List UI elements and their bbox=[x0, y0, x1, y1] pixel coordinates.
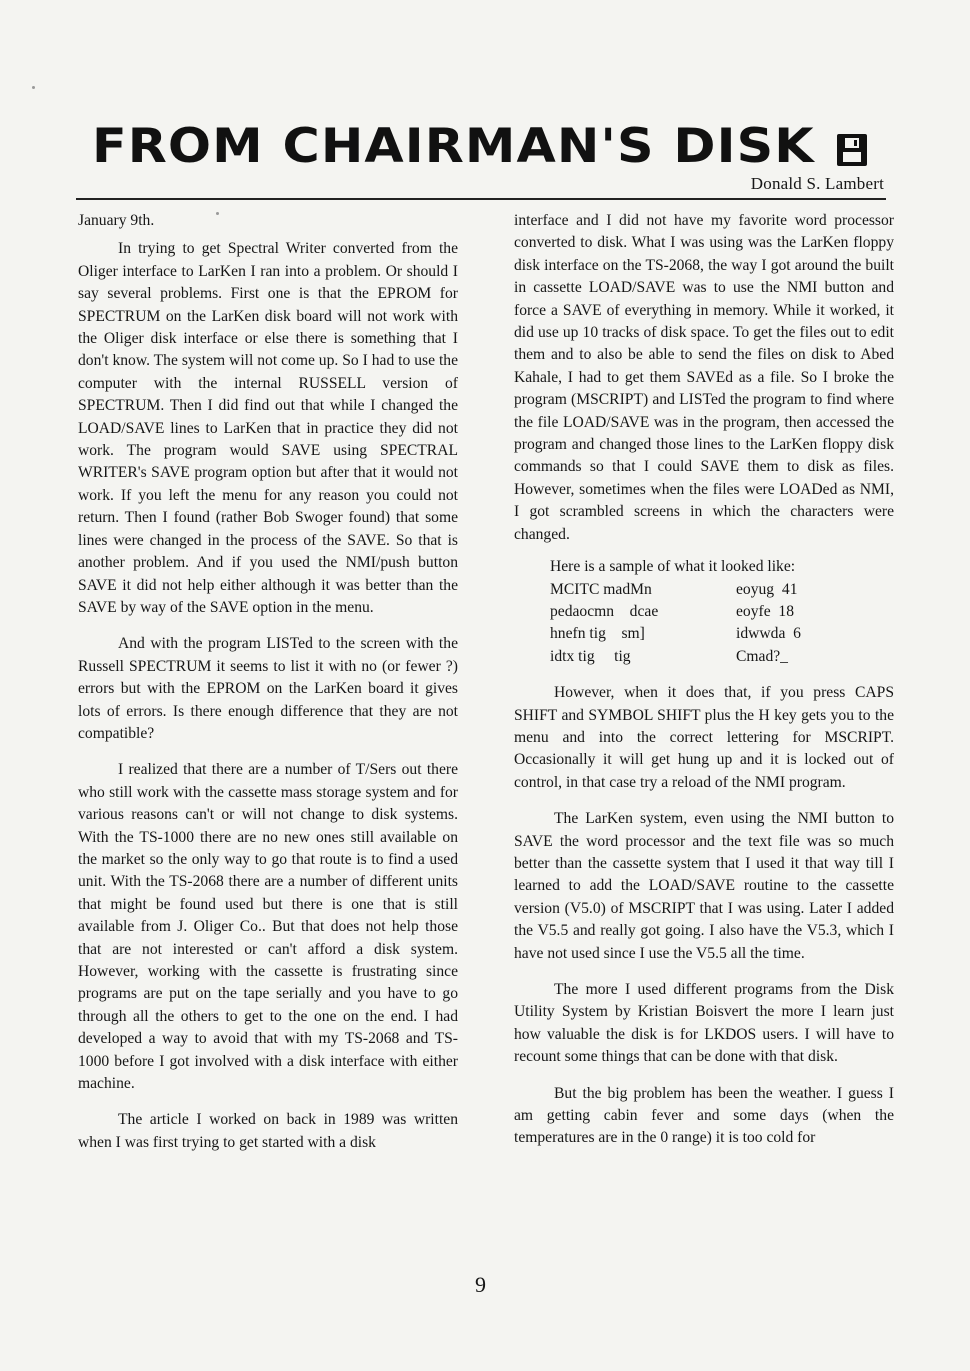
sample-cell: eoyfe 18 bbox=[736, 602, 795, 620]
paragraph: But the big problem has been the weather. I guess I am getting cabin fever and some days (when the temperatures are in the 0 range) it is too cold for bbox=[514, 1084, 894, 1147]
masthead bbox=[92, 119, 892, 174]
sample-row bbox=[550, 623, 894, 645]
floppy-disk-icon bbox=[837, 134, 867, 166]
sample-cell: MCITC madMn bbox=[550, 580, 652, 598]
page-title: FROM CHAIRMAN'S DISK bbox=[92, 119, 815, 174]
paragraph: I realized that there are a number of T/Sers out there who still work with the cassette mass storage system and for various reasons can't or will not change to disk systems. With the TS-1000 there are no new ones still available on the market so the only way to go that route is to find a used unit. With the TS-2068 there are a number of different units that might be found used but there is one that is still available from J. Oliger Co.. But that does not help those that are not interested or can't afford a disk system. However, working with the cassette is frustrating since programs are put on the tape serially and you have to go through all the others to get to the one on the end. I had developed a way to avoid that with my TS-2068 and TS-1000 before I got involved with a disk interface with either machine. bbox=[78, 761, 458, 1093]
disk-label bbox=[843, 152, 861, 162]
left-column bbox=[78, 210, 458, 1168]
sample-cell: hnefn tig sm] bbox=[550, 625, 645, 643]
paragraph: The LarKen system, even using the NMI button to SAVE the word processor and the text file was so much better than the cassette system that I used it that way till I learned to add the LOAD/SAVE routine to the cassette version (V5.0) of MSCRIPT that I was using. Later I added the V5.5 and really got going. I also have the V5.3, which I have not used since I use the V5.5 all the time. bbox=[514, 810, 894, 962]
sample-cell: Cmad?_ bbox=[736, 647, 788, 665]
paragraph: However, when it does that, if you press CAPS SHIFT and SYMBOL SHIFT plus the H key gets you to the menu and into the correct lettering for MSCRIPT. Occasionally it will get hung up and it is locked out of control, in that case try a reload of the NMI program. bbox=[514, 684, 894, 791]
author-byline: Donald S. Lambert bbox=[750, 174, 884, 193]
page-number: 9 bbox=[475, 1272, 486, 1297]
sample-cell: eoyug 41 bbox=[736, 580, 798, 598]
sample-cell: idwwda 6 bbox=[736, 625, 801, 643]
sample-row bbox=[550, 579, 894, 601]
paragraph: The more I used different programs from the Disk Utility System by Kristian Boisvert the more I learn just how valuable the disk is for LKDOS users. I will have to recount some things that can be done with that disk. bbox=[514, 981, 894, 1066]
sample-row bbox=[550, 601, 894, 623]
sample-cell: pedaocmn dcae bbox=[550, 602, 659, 620]
header-rule bbox=[76, 198, 886, 200]
paragraph: And with the program LISTed to the screen with the Russell SPECTRUM it seems to list it with no (or fewer ?) errors but with the EPROM on the LarKen board it gives lots of errors. Is there enough difference that they are not compatible? bbox=[78, 635, 458, 742]
sample-cell: idtx tig tig bbox=[550, 647, 631, 665]
paragraph: The article I worked on back in 1989 was written when I was first trying to get started with a disk bbox=[78, 1111, 458, 1151]
scrambled-sample bbox=[550, 556, 894, 668]
right-column bbox=[514, 210, 894, 1164]
scan-speck bbox=[32, 86, 35, 89]
paragraph: In trying to get Spectral Writer converted from the Oliger interface to LarKen I ran into a problem. Or should I say several problems. First one is that the EPROM for SPECTRUM on the LarKen disk board will not work with the Oliger disk interface or else there is something that I don't know. The system will not come up. So I had to use the computer with the internal RUSSELL version of SPECTRUM. Then I did find out that while I changed the LOAD/SAVE lines to LarKen that in practice they did not work. The program would SAVE using SPECTRAL WRITER's SAVE program option but after that it would not work. If you left the menu for any reason you could not return. Then I found (rather Bob Swoger found) that some lines were changed in the process of the SAVE. So that is another problem. And if you used the NMI/push button SAVE it did not help either although it was better than the SAVE by way of the SAVE option in the menu. bbox=[78, 240, 458, 616]
paragraph-continued: interface and I did not have my favorite word processor converted to disk. What I was using was the LarKen floppy disk interface on the TS-2068, the way I got around the built in cassette LOAD/SAVE was to use the NMI button and force a SAVE of everything in memory. While it worked, it did use up 10 tracks of disk space. To get the files out to edit them and to also be able to send the files on disk to Abed Kahale, I had to get them SAVEd as a file. So I broke the program (MSCRIPT) and LISTed the program to find where the file LOAD/SAVE was in the program, then accessed the program and changed those lines to the LarKen floppy disk commands so that I could SAVE them to disk as files. However, sometimes when the files were LOADed as NMI, I got scrambled screens in which the characters were changed. bbox=[514, 212, 894, 543]
disk-shutter bbox=[845, 138, 859, 148]
sample-heading: Here is a sample of what it looked like: bbox=[550, 558, 796, 576]
date-line: January 9th. bbox=[78, 212, 155, 229]
sample-row bbox=[550, 646, 894, 668]
